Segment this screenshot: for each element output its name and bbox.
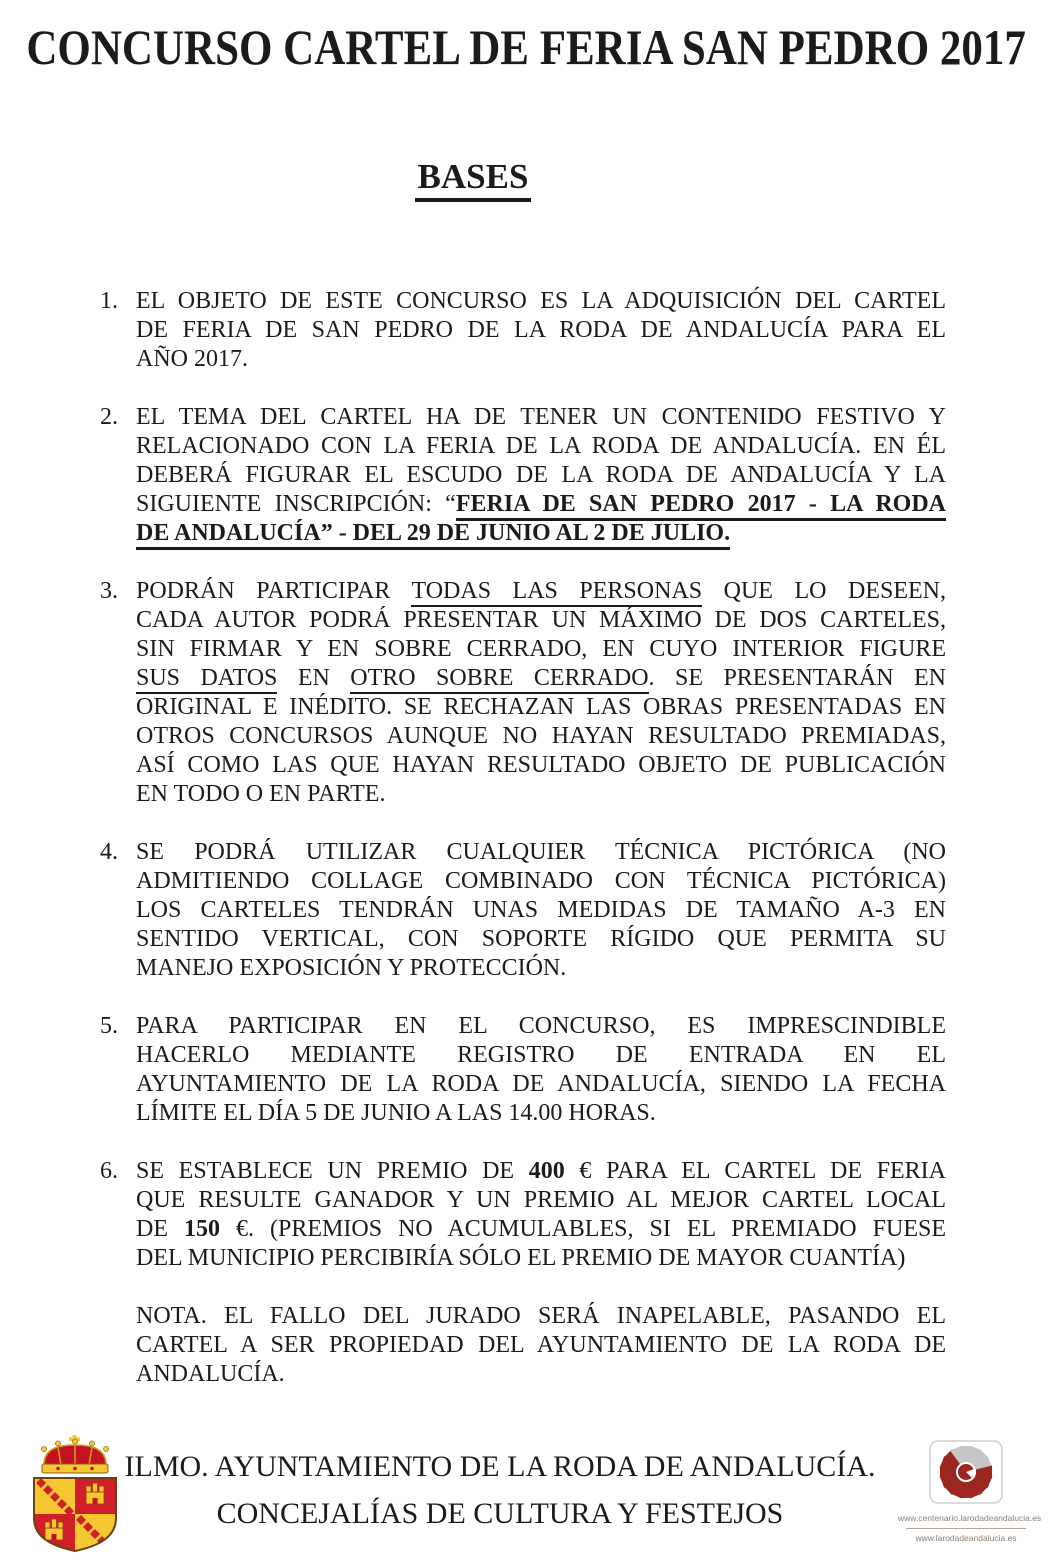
text-run: EN TODO O EN PARTE.	[136, 781, 386, 807]
text-run: DEL MUNICIPIO PERCIBIRÍA SÓLO EL PREMIO DE MAYOR CUANTÍA)	[136, 1245, 906, 1271]
text-run: OTROS CONCURSOS AUNQUE NO HAYAN RESULTADO PREMIADAS,	[136, 723, 946, 749]
footer-departments-line: CONCEJALÍAS DE CULTURA Y FESTEJOS	[216, 1497, 784, 1530]
item-text	[136, 577, 946, 809]
item-number: 6.	[100, 1158, 118, 1184]
text-run: SE ESTABLECE UN PREMIO DE	[136, 1158, 529, 1184]
text-run: DE	[136, 1216, 185, 1242]
text-run: EL TEMA DEL CARTEL HA DE TENER UN CONTENIDO FESTIVO Y	[136, 404, 946, 430]
text-run: MANEJO EXPOSICIÓN Y PROTECCIÓN.	[136, 955, 567, 981]
text-run: 400	[528, 1158, 565, 1184]
item-text	[136, 1012, 946, 1128]
text-run: AYUNTAMIENTO DE LA RODA DE ANDALUCÍA, SIENDO LA FECHA	[136, 1071, 946, 1097]
bases-item-5	[100, 1012, 946, 1128]
text-line	[136, 925, 946, 954]
text-line	[136, 954, 946, 983]
title-row	[0, 20, 1053, 74]
item-number: 3.	[100, 578, 118, 604]
document-title: CONCURSO CARTEL DE FERIA SAN PEDRO 2017	[26, 19, 1027, 75]
text-line	[136, 403, 946, 432]
text-line	[136, 1186, 946, 1215]
item-text	[136, 838, 946, 983]
text-run: HACERLO MEDIANTE REGISTRO DE ENTRADA EN EL	[136, 1042, 946, 1068]
bases-item-3	[100, 577, 946, 809]
text-line	[136, 606, 946, 635]
text-run: SENTIDO VERTICAL, CON SOPORTE RÍGIDO QUE PERMITA SU	[136, 926, 946, 952]
item-text	[136, 287, 946, 374]
bases-item-6	[100, 1157, 946, 1273]
text-run: TODAS LAS PERSONAS	[411, 578, 702, 607]
text-run: CADA AUTOR PODRÁ PRESENTAR UN MÁXIMO DE DOS CARTELES,	[136, 607, 946, 633]
text-run: FERIA DE SAN PEDRO 2017 - LA RODA	[456, 491, 946, 521]
text-line	[136, 1041, 946, 1070]
bases-row	[0, 157, 946, 202]
text-line	[136, 490, 946, 519]
text-run: SUS DATOS	[136, 665, 277, 694]
text-line	[136, 1012, 946, 1041]
text-line	[136, 432, 946, 461]
text-line	[136, 1070, 946, 1099]
text-run: AÑO 2017.	[136, 346, 248, 372]
text-line	[136, 867, 946, 896]
item-number: 4.	[100, 839, 118, 865]
text-line	[136, 780, 946, 809]
item-number: 1.	[100, 288, 118, 314]
footer-institution-line: ILMO. AYUNTAMIENTO DE LA RODA DE ANDALUCÍA.	[124, 1450, 876, 1483]
text-run: ANDALUCÍA.	[136, 1361, 285, 1387]
text-run: 150	[184, 1216, 221, 1242]
pinwheel-icon	[929, 1440, 1003, 1504]
text-run: €. (PREMIOS NO ACUMULABLES, SI EL PREMIADO FUESE	[220, 1216, 946, 1242]
text-run: NOTA. EL FALLO DEL JURADO SERÁ INAPELABLE, PASANDO EL	[136, 1303, 946, 1329]
bases-item-2	[100, 403, 946, 548]
text-run: EL OBJETO DE ESTE CONCURSO ES LA ADQUISICIÓN DEL CARTEL	[136, 288, 946, 314]
text-run: SIN FIRMAR Y EN SOBRE CERRADO, EN CUYO INTERIOR FIGURE	[136, 636, 946, 662]
text-line	[136, 1215, 946, 1244]
text-line	[136, 345, 946, 374]
text-run: RELACIONADO CON LA FERIA DE LA RODA DE ANDALUCÍA. EN ÉL	[136, 433, 946, 459]
url-separator	[906, 1528, 1026, 1529]
text-line	[136, 316, 946, 345]
text-line	[136, 664, 946, 693]
text-line	[136, 577, 946, 606]
text-line	[136, 1157, 946, 1186]
jury-note	[136, 1302, 946, 1389]
text-line	[136, 693, 946, 722]
text-line	[136, 287, 946, 316]
text-run: ASÍ COMO LAS QUE HAYAN RESULTADO OBJETO DE PUBLICACIÓN	[136, 752, 946, 778]
text-line	[136, 1302, 946, 1331]
text-line	[136, 838, 946, 867]
text-run: DEBERÁ FIGURAR EL ESCUDO DE LA RODA DE ANDALUCÍA Y LA	[136, 462, 946, 488]
text-line	[136, 1099, 946, 1128]
text-run: OTRO SOBRE CERRADO	[350, 665, 648, 694]
text-line	[136, 722, 946, 751]
text-run: LOS CARTELES TENDRÁN UNAS MEDIDAS DE TAMAÑO A-3 EN	[136, 897, 946, 923]
text-run: PODRÁN PARTICIPAR	[136, 578, 412, 604]
text-line	[136, 1244, 946, 1273]
text-run: SE PODRÁ UTILIZAR CUALQUIER TÉCNICA PICTÓRICA (NO	[136, 839, 946, 865]
bases-list	[100, 287, 946, 1389]
text-line	[136, 1331, 946, 1360]
text-run: € PARA EL CARTEL DE FERIA	[564, 1158, 946, 1184]
text-line	[136, 635, 946, 664]
centenary-logo	[898, 1440, 1042, 1544]
footer-text	[95, 1443, 905, 1537]
centenary-url-primary: www.centenario.larodadeandalucia.es	[898, 1513, 1042, 1523]
text-run: LÍMITE EL DÍA 5 DE JUNIO A LAS 14.00 HORAS.	[136, 1100, 656, 1126]
text-run: PARA PARTICIPAR EN EL CONCURSO, ES IMPRESCINDIBLE	[136, 1013, 946, 1039]
text-run: ORIGINAL E INÉDITO. SE RECHAZAN LAS OBRAS PRESENTADAS EN	[136, 694, 946, 720]
bases-item-1	[100, 287, 946, 374]
text-run: QUE LO DESEEN,	[702, 578, 946, 604]
item-text	[136, 403, 946, 548]
text-line	[136, 1360, 946, 1389]
text-run: CARTEL A SER PROPIEDAD DEL AYUNTAMIENTO DE LA RODA DE	[136, 1332, 946, 1358]
text-run: ADMITIENDO COLLAGE COMBINADO CON TÉCNICA PICTÓRICA)	[136, 868, 946, 894]
item-number: 2.	[100, 404, 118, 430]
text-run: QUE RESULTE GANADOR Y UN PREMIO AL MEJOR CARTEL LOCAL	[136, 1187, 946, 1213]
text-line	[136, 896, 946, 925]
text-run: DE FERIA DE SAN PEDRO DE LA RODA DE ANDALUCÍA PARA EL	[136, 317, 946, 343]
item-text	[136, 1157, 946, 1273]
bases-item-4	[100, 838, 946, 983]
text-line	[136, 751, 946, 780]
text-run: . SE PRESENTARÁN EN	[648, 665, 946, 691]
text-line	[136, 519, 946, 548]
text-run: SIGUIENTE INSCRIPCIÓN: “	[136, 491, 456, 517]
centenary-url-secondary: www.larodadeandalucia.es	[915, 1533, 1017, 1543]
text-line	[136, 461, 946, 490]
bases-heading: BASES	[415, 157, 532, 202]
text-run: EN	[277, 665, 351, 691]
text-run: DE ANDALUCÍA” - DEL 29 DE JUNIO AL 2 DE JULIO.	[136, 520, 730, 550]
item-number: 5.	[100, 1013, 118, 1039]
